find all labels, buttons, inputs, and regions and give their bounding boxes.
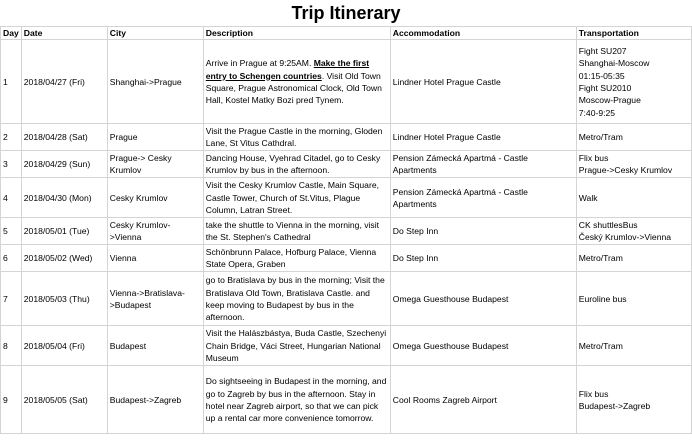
header-row [1,27,692,40]
transport-line: Shanghai-Moscow [578,58,650,69]
cell-accommodation[interactable]: Pension Zámecká Apartmá - Castle Apartments [390,151,576,178]
cell-description[interactable]: Visit the Prague Castle in the morning, Gloden Lane, St Vitus Cathdral. [203,124,390,151]
cell-accommodation[interactable]: Pension Zámecká Apartmá - Castle Apartments [390,178,576,218]
cell-description[interactable]: Visit the Cesky Krumlov Castle, Main Square, Castle Tower, Church of St.Vitus, Plague Column, Latran Street. [203,178,390,218]
cell-city[interactable]: Cesky Krumlov [107,178,203,218]
cell-description[interactable]: Visit the Halászbástya, Buda Castle, Szechenyi Chain Bridge, Váci Street, Hungarian National Museum [203,326,390,366]
cell-date[interactable]: 2018/05/02 (Wed) [21,245,107,272]
cell-description[interactable] [203,40,390,124]
cell-city[interactable]: Prague-> Cesky Krumlov [107,151,203,178]
cell-description[interactable]: take the shuttle to Vienna in the morning, visit the St. Stephen's Cathedral [203,218,390,245]
table-row [1,326,692,366]
cell-day[interactable]: 8 [1,326,22,366]
cell-transportation[interactable] [576,40,691,124]
transport-line: Český Krumlov->Vienna [578,232,672,243]
cell-transportation[interactable] [576,366,691,434]
table-row [1,245,692,272]
cell-day[interactable]: 5 [1,218,22,245]
cell-city[interactable]: Shanghai->Prague [107,40,203,124]
cell-date[interactable]: 2018/05/03 (Thu) [21,272,107,326]
transport-line: 01:15-05:35 [578,70,625,81]
transport-line: Metro/Tram [578,340,623,351]
header-transportation[interactable]: Transportation [576,27,691,40]
table-row [1,366,692,434]
cell-transportation[interactable] [576,178,691,218]
cell-transportation[interactable] [576,124,691,151]
cell-day[interactable]: 1 [1,40,22,124]
transport-line: Fight SU207 [578,45,627,56]
transport-line: Moscow-Prague [578,95,641,106]
transport-line: Walk [578,192,598,203]
cell-city[interactable]: Budapest->Zagreb [107,366,203,434]
cell-description[interactable]: Dancing House, Vyehrad Citadel, go to Cesky Krumlov by bus in the afternoon. [203,151,390,178]
transport-line: Budapest->Zagreb [578,400,651,411]
cell-accommodation[interactable]: Omega Guesthouse Budapest [390,326,576,366]
cell-transportation[interactable] [576,245,691,272]
cell-date[interactable]: 2018/05/04 (Fri) [21,326,107,366]
cell-date[interactable]: 2018/04/30 (Mon) [21,178,107,218]
cell-day[interactable]: 9 [1,366,22,434]
transport-line: Metro/Tram [578,253,623,264]
cell-day[interactable]: 4 [1,178,22,218]
cell-day[interactable]: 2 [1,124,22,151]
cell-city[interactable]: Cesky Krumlov->Vienna [107,218,203,245]
table-row [1,218,692,245]
table-row [1,151,692,178]
cell-date[interactable]: 2018/05/05 (Sat) [21,366,107,434]
transport-line: Metro/Tram [578,132,623,143]
table-row [1,124,692,151]
cell-day[interactable]: 6 [1,245,22,272]
header-city[interactable]: City [107,27,203,40]
cell-city[interactable]: Vienna->Bratislava->Budapest [107,272,203,326]
cell-date[interactable]: 2018/04/28 (Sat) [21,124,107,151]
transport-line: 7:40-9:25 [578,107,616,118]
cell-city[interactable]: Prague [107,124,203,151]
cell-accommodation[interactable]: Lindner Hotel Prague Castle [390,40,576,124]
cell-accommodation[interactable]: Do Step Inn [390,245,576,272]
cell-description[interactable]: Schönbrunn Palace, Hofburg Palace, Vienna State Opera, Graben [203,245,390,272]
table-row [1,40,692,124]
cell-description[interactable]: Do sightseeing in Budapest in the morning, and go to Zagreb by bus in the afternoon. Stay in hotel near Zagreb airport, so that we can pick up a rental car more convenience tomorrow. [203,366,390,434]
cell-city[interactable]: Budapest [107,326,203,366]
cell-transportation[interactable] [576,326,691,366]
table-row [1,272,692,326]
transport-line: Euroline bus [578,293,627,304]
cell-date[interactable]: 2018/05/01 (Tue) [21,218,107,245]
itinerary-table [0,26,692,434]
cell-description[interactable]: go to Bratislava by bus in the morning; Visit the Bratislava Old Town, Bratislava Castle. and keep moving to Budapest by bus in the afternoon. [203,272,390,326]
transport-line: Flix bus [578,153,609,163]
header-accommodation[interactable]: Accommodation [390,27,576,40]
cell-day[interactable]: 3 [1,151,22,178]
table-row [1,178,692,218]
cell-transportation[interactable] [576,151,691,178]
transport-line: Fight SU2010 [578,82,632,93]
header-date[interactable]: Date [21,27,107,40]
transport-line: Flix bus [578,388,609,399]
cell-transportation[interactable] [576,218,691,245]
sheet-title: Trip Itinerary [291,3,401,23]
cell-date[interactable]: 2018/04/27 (Fri) [21,40,107,124]
cell-date[interactable]: 2018/04/29 (Sun) [21,151,107,178]
cell-accommodation[interactable]: Lindner Hotel Prague Castle [390,124,576,151]
cell-accommodation[interactable]: Cool Rooms Zagreb Airport [390,366,576,434]
header-description[interactable]: Description [203,27,390,40]
cell-day[interactable]: 7 [1,272,22,326]
cell-transportation[interactable] [576,272,691,326]
header-day[interactable]: Day [1,27,22,40]
cell-city[interactable]: Vienna [107,245,203,272]
cell-accommodation[interactable]: Do Step Inn [390,218,576,245]
transport-line: CK shuttlesBus [578,220,638,230]
description-link[interactable]: Make the first entry to Schengen countries [205,58,370,81]
cell-accommodation[interactable]: Omega Guesthouse Budapest [390,272,576,326]
description-text: . Visit Old Town Square, Prague Astronomical Clock, Old Town Hall, Kostel Matky Bozi pred Tynem. [205,70,382,106]
transport-line: Prague->Cesky Krumlov [578,165,673,176]
description-text: Arrive in Prague at 9:25AM. [205,58,314,69]
